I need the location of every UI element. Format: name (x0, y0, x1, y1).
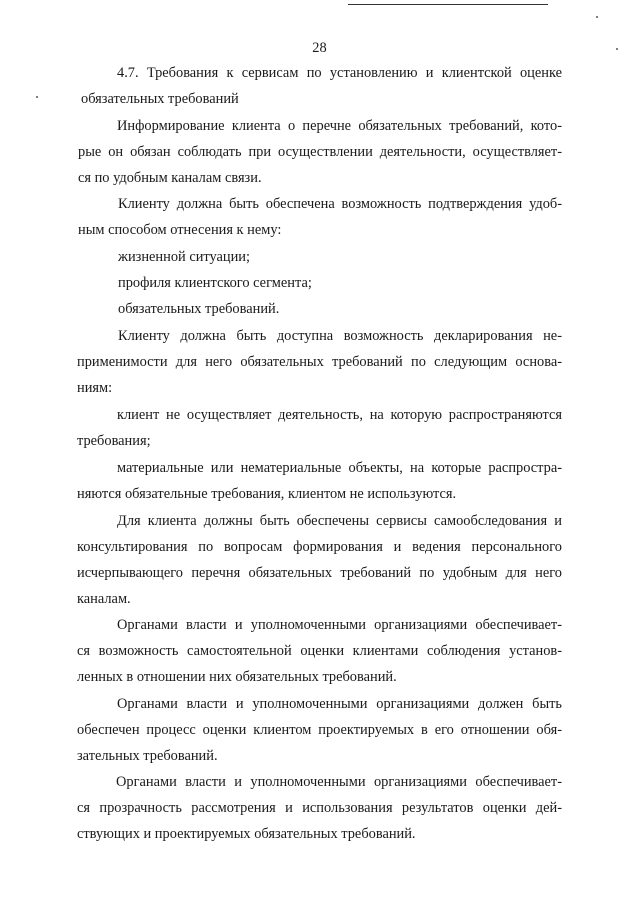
scan-speck (36, 96, 38, 98)
paragraph-line: Для клиента должны быть обеспечены сервисы самообследования и (117, 513, 562, 529)
paragraph-line: требования; (77, 433, 151, 449)
paragraph-line: ся возможность самостоятельной оценки клиентами соблюдения установ- (77, 643, 562, 659)
list-item: обязательных требований. (118, 301, 280, 317)
list-item: жизненной ситуации; (118, 249, 250, 265)
scan-speck (596, 16, 598, 18)
paragraph-line: няются обязательные требования, клиентом не используются. (77, 486, 457, 502)
paragraph-line: Клиенту должна быть обеспечена возможность подтверждения удоб- (118, 196, 562, 212)
section-heading-line-1: 4.7. Требования к сервисам по установлению и клиентской оценке (117, 65, 562, 81)
section-heading-line-2: обязательных требований (81, 91, 239, 107)
paragraph-line: обеспечен процесс оценки клиентом проектируемых в его отношении обя- (77, 722, 562, 738)
scan-artifact-line (348, 4, 548, 5)
paragraph-line: консультирования по вопросам формирования и ведения персонального (77, 539, 562, 555)
paragraph-line: ниям: (77, 380, 113, 396)
paragraph-line: Органами власти и уполномоченными организациями обеспечивает- (116, 774, 562, 790)
paragraph-line: каналам. (77, 591, 131, 607)
paragraph-line: исчерпывающего перечня обязательных требований по удобным для него (77, 565, 562, 581)
paragraph-line: Органами власти и уполномоченными организациями должен быть (117, 696, 562, 712)
paragraph-line: клиент не осуществляет деятельность, на которую распространяются (117, 407, 562, 423)
paragraph-line: Органами власти и уполномоченными организациями обеспечивает- (117, 617, 562, 633)
paragraph-line: зательных требований. (77, 748, 218, 764)
paragraph-line: материальные или нематериальные объекты, на которые распростра- (117, 460, 562, 476)
paragraph-line: Информирование клиента о перечне обязательных требований, кото- (117, 118, 562, 134)
paragraph-line: ствующих и проектируемых обязательных требований. (77, 826, 416, 842)
paragraph-line: ся по удобным каналам связи. (78, 170, 262, 186)
paragraph-line: ленных в отношении них обязательных требований. (77, 669, 397, 685)
list-item: профиля клиентского сегмента; (118, 275, 312, 291)
paragraph-line: рые он обязан соблюдать при осуществлении деятельности, осуществляет- (78, 144, 562, 160)
paragraph-line: Клиенту должна быть доступна возможность декларирования не- (118, 328, 562, 344)
paragraph-line: ся прозрачность рассмотрения и использования результатов оценки дей- (77, 800, 562, 816)
page-number: 28 (312, 40, 327, 56)
paragraph-line: ным способом отнесения к нему: (78, 222, 282, 238)
paragraph-line: применимости для него обязательных требований по следующим основа- (77, 354, 562, 370)
